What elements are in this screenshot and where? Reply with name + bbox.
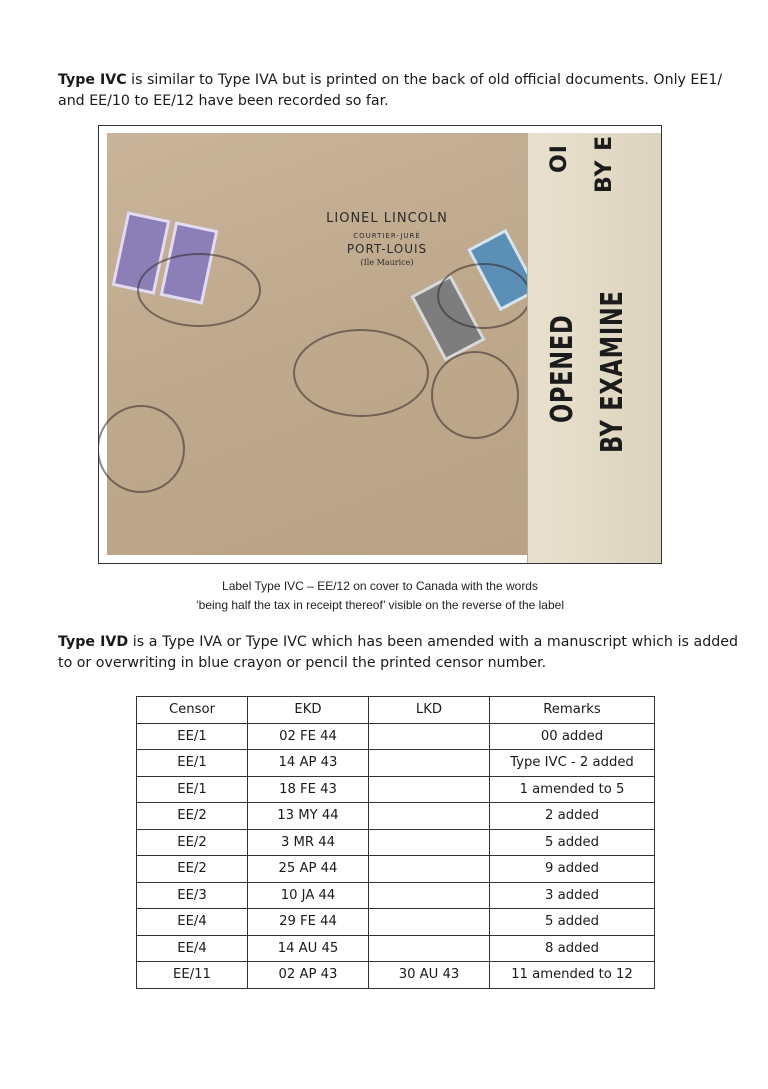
ekd-cell: 29 FE 44 (248, 909, 369, 936)
table-row (137, 776, 655, 803)
remarks-cell: 5 added (490, 909, 655, 936)
lkd-cell (369, 750, 490, 777)
sender-name: LIONEL LINCOLN (326, 211, 448, 226)
censor-cell: EE/2 (137, 829, 248, 856)
envelope (107, 133, 652, 555)
ekd-cell: 13 MY 44 (248, 803, 369, 830)
ekd-cell: 25 AP 44 (248, 856, 369, 883)
postmark-registered-center (293, 329, 429, 417)
remarks-cell: 11 amended to 12 (490, 962, 655, 989)
caption-line-1: Label Type IVC – EE/12 on cover to Canada with the words (222, 579, 538, 593)
sender-city: PORT-LOUIS (346, 242, 428, 256)
remarks-cell: 2 added (490, 803, 655, 830)
table-row (137, 803, 655, 830)
censor-cell: EE/1 (137, 776, 248, 803)
sender-title: COURTIER-JURÉ (353, 232, 421, 240)
table-row (137, 829, 655, 856)
caption-line-2: ‘being half the tax in receipt thereof’ visible on the reverse of the label (196, 598, 564, 612)
header-remarks: Remarks (490, 697, 655, 724)
table-row (137, 882, 655, 909)
remarks-cell: 8 added (490, 935, 655, 962)
header-ekd: EKD (248, 697, 369, 724)
table-row (137, 935, 655, 962)
label-text-opened: OPENED (545, 314, 580, 423)
ekd-cell: 14 AP 43 (248, 750, 369, 777)
censor-cell: EE/1 (137, 750, 248, 777)
intro-text: is similar to Type IVA but is printed on the back of old official documents. Only EE1/ and EE/10 to EE/12 have been recorded so far. (58, 72, 723, 109)
label-text-top-1: OI (547, 144, 572, 173)
remarks-cell: 00 added (490, 723, 655, 750)
table-row (137, 909, 655, 936)
lkd-cell (369, 882, 490, 909)
lkd-cell (369, 856, 490, 883)
censor-cell: EE/2 (137, 803, 248, 830)
sender-address (307, 211, 467, 267)
censor-cell: EE/11 (137, 962, 248, 989)
sender-island: (Ile Maurice) (360, 258, 414, 267)
cover-photo (98, 125, 662, 564)
table-body (137, 723, 655, 988)
remarks-cell: 1 amended to 5 (490, 776, 655, 803)
table-row (137, 723, 655, 750)
header-censor: Censor (137, 697, 248, 724)
ekd-cell: 3 MR 44 (248, 829, 369, 856)
ekd-cell: 10 JA 44 (248, 882, 369, 909)
lkd-cell: 30 AU 43 (369, 962, 490, 989)
ivd-paragraph (58, 632, 738, 674)
remarks-cell: 5 added (490, 829, 655, 856)
lkd-cell (369, 723, 490, 750)
postmark-montreal (431, 351, 519, 439)
remarks-cell: 9 added (490, 856, 655, 883)
intro-paragraph (58, 70, 738, 112)
censor-cell: EE/3 (137, 882, 248, 909)
remarks-cell: 3 added (490, 882, 655, 909)
lkd-cell (369, 909, 490, 936)
censor-table (136, 696, 655, 989)
ekd-cell: 02 FE 44 (248, 723, 369, 750)
ekd-cell: 18 FE 43 (248, 776, 369, 803)
postmark-left-edge (98, 405, 185, 493)
remarks-cell: Type IVC - 2 added (490, 750, 655, 777)
postmark-registered-right (437, 263, 531, 329)
ekd-cell: 02 AP 43 (248, 962, 369, 989)
ivd-text: is a Type IVA or Type IVC which has been amended with a manuscript which is added to or overwriting in blue crayon or pencil the printed censor number. (58, 634, 738, 671)
postmark-registered-left (137, 253, 261, 327)
lkd-cell (369, 935, 490, 962)
censor-cell: EE/4 (137, 935, 248, 962)
table-header-row (137, 697, 655, 724)
censor-cell: EE/2 (137, 856, 248, 883)
label-text-examiner: BY EXAMINE (595, 290, 630, 453)
ivd-lead: Type IVD (58, 634, 129, 650)
table-row (137, 856, 655, 883)
lkd-cell (369, 803, 490, 830)
censor-cell: EE/1 (137, 723, 248, 750)
table-row (137, 962, 655, 989)
header-lkd: LKD (369, 697, 490, 724)
ekd-cell: 14 AU 45 (248, 935, 369, 962)
table-row (137, 750, 655, 777)
censor-cell: EE/4 (137, 909, 248, 936)
intro-lead: Type IVC (58, 72, 127, 88)
label-text-top-2: BY E (592, 134, 617, 193)
lkd-cell (369, 776, 490, 803)
lkd-cell (369, 829, 490, 856)
